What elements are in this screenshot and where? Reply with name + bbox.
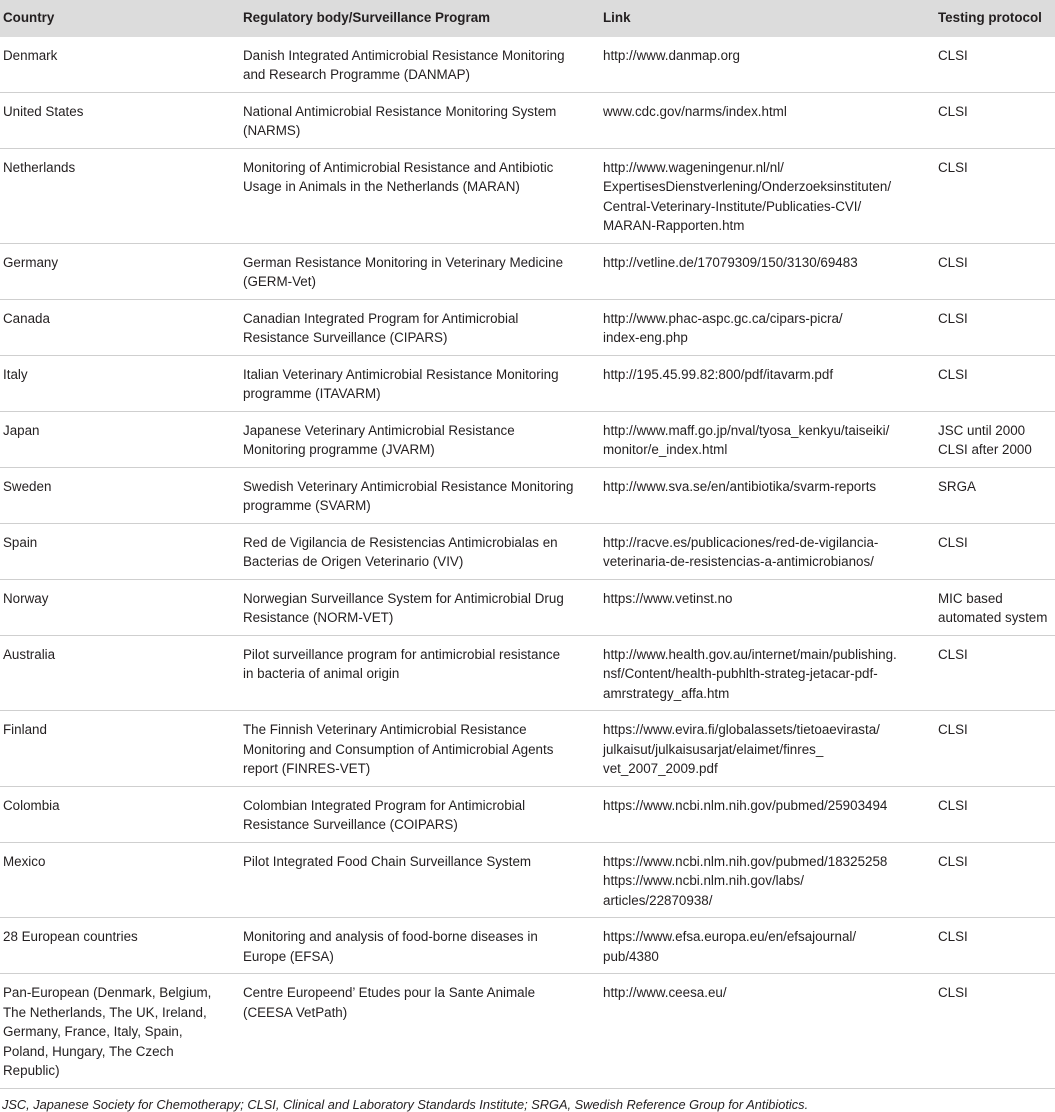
cell-country-line: Australia	[3, 646, 56, 662]
header-testing-protocol: Testing protocol	[938, 10, 1042, 25]
cell-regulatory-body-line: (NARMS)	[243, 123, 301, 138]
cell-country	[0, 579, 241, 635]
cell-regulatory-body-line: Resistance Surveillance (COIPARS)	[243, 817, 458, 832]
cell-country	[0, 467, 241, 523]
cell-country-line: 28 European countries	[3, 929, 138, 944]
table-footnote: JSC, Japanese Society for Chemotherapy; CLSI, Clinical and Laboratory Standards Institute; SRGA, Swedish Reference Group for Antibiotics.	[2, 1096, 809, 1112]
cell-link-line[interactable]: https://www.evira.fi/globalassets/tietoaevirasta/	[603, 722, 880, 737]
cell-country-line: Spain	[3, 534, 38, 550]
cell-regulatory-body-line: Pilot surveillance program for antimicrobial resistance	[243, 646, 561, 662]
cell-regulatory-body-line: programme (SVARM)	[243, 498, 371, 513]
cell-country	[0, 523, 241, 579]
cell-country-line: Canada	[3, 310, 50, 326]
cell-country-line: Germany, France, Italy, Spain,	[3, 1024, 183, 1039]
cell-regulatory-body	[241, 467, 601, 523]
cell-country-line: Norway	[3, 590, 49, 606]
cell-country-line: The Netherlands, The UK, Ireland,	[3, 1004, 207, 1020]
cell-testing-protocol	[936, 37, 1055, 93]
table-row	[0, 355, 1055, 411]
cell-testing-protocol-line: MIC based	[938, 590, 1003, 606]
cell-regulatory-body-line: Monitoring and analysis of food-borne diseases in	[243, 929, 538, 944]
cell-country-line: Sweden	[3, 478, 52, 494]
cell-country-line: Finland	[3, 722, 47, 737]
table-row	[0, 299, 1055, 355]
table-row	[0, 467, 1055, 523]
cell-link-line[interactable]: http://www.ceesa.eu/	[603, 985, 727, 1000]
cell-link-line[interactable]: https://www.efsa.europa.eu/en/efsajournal/	[603, 929, 857, 944]
cell-testing-protocol-line: CLSI	[938, 722, 968, 737]
cell-regulatory-body-line: programme (ITAVARM)	[243, 386, 381, 401]
table-row	[0, 523, 1055, 579]
cell-link-line[interactable]: Central-Veterinary-Institute/Publicaties-CVI/	[603, 198, 862, 214]
cell-regulatory-body-line: Canadian Integrated Program for Antimicrobial	[243, 310, 519, 326]
cell-testing-protocol	[936, 974, 1055, 1089]
table-header-row	[0, 0, 1055, 37]
cell-link-line[interactable]: monitor/e_index.html	[603, 442, 728, 457]
cell-country-line: Denmark	[3, 47, 58, 63]
cell-regulatory-body-line: Japanese Veterinary Antimicrobial Resistance	[243, 422, 515, 438]
cell-link-line[interactable]: amrstrategy_affa.htm	[603, 685, 730, 701]
cell-link	[601, 711, 936, 787]
cell-regulatory-body-line: Colombian Integrated Program for Antimicrobial	[243, 797, 526, 813]
cell-link	[601, 411, 936, 467]
cell-regulatory-body-line: Centre Europeend’ Etudes pour la Sante Animale	[243, 985, 536, 1000]
cell-testing-protocol-line: CLSI after 2000	[938, 442, 1032, 457]
cell-testing-protocol	[936, 711, 1055, 787]
cell-country	[0, 711, 241, 787]
cell-testing-protocol-line: CLSI	[938, 366, 968, 382]
cell-link	[601, 37, 936, 93]
cell-link-line[interactable]: articles/22870938/	[603, 892, 713, 908]
cell-country-line: Mexico	[3, 853, 46, 869]
cell-regulatory-body-line: Pilot Integrated Food Chain Surveillance System	[243, 853, 532, 869]
cell-regulatory-body	[241, 523, 601, 579]
cell-regulatory-body	[241, 579, 601, 635]
cell-testing-protocol	[936, 918, 1055, 974]
table-row	[0, 92, 1055, 148]
table-row	[0, 842, 1055, 918]
cell-testing-protocol-line: CLSI	[938, 646, 968, 662]
cell-regulatory-body-line: Swedish Veterinary Antimicrobial Resistance Monitoring	[243, 478, 574, 494]
cell-testing-protocol	[936, 243, 1055, 299]
cell-regulatory-body	[241, 918, 601, 974]
cell-link-line[interactable]: https://www.ncbi.nlm.nih.gov/pubmed/18325258	[603, 853, 888, 869]
cell-country	[0, 355, 241, 411]
cell-country	[0, 786, 241, 842]
cell-regulatory-body-line: and Research Programme (DANMAP)	[243, 67, 470, 82]
cell-country	[0, 299, 241, 355]
header-link: Link	[603, 10, 631, 25]
cell-regulatory-body-line: (GERM-Vet)	[243, 274, 316, 289]
cell-testing-protocol	[936, 299, 1055, 355]
table-row	[0, 411, 1055, 467]
cell-regulatory-body-line: Italian Veterinary Antimicrobial Resistance Monitoring	[243, 366, 559, 382]
cell-testing-protocol	[936, 148, 1055, 243]
table-row	[0, 243, 1055, 299]
table-row	[0, 579, 1055, 635]
cell-country-line: United States	[3, 103, 84, 119]
cell-country	[0, 148, 241, 243]
cell-country-line: Germany	[3, 254, 59, 270]
cell-testing-protocol	[936, 786, 1055, 842]
cell-testing-protocol	[936, 635, 1055, 711]
cell-regulatory-body-line: (CEESA VetPath)	[243, 1004, 348, 1020]
cell-link-line[interactable]: veterinaria-de-resistencias-a-antimicrobianos/	[603, 554, 874, 569]
cell-regulatory-body	[241, 411, 601, 467]
cell-testing-protocol-line: automated system	[938, 610, 1048, 625]
cell-testing-protocol	[936, 842, 1055, 918]
cell-link	[601, 635, 936, 711]
cell-regulatory-body	[241, 299, 601, 355]
cell-link-line[interactable]: http://vetline.de/17079309/150/3130/69483	[603, 254, 858, 270]
cell-regulatory-body-line: Red de Vigilancia de Resistencias Antimicrobialas en	[243, 534, 558, 550]
cell-regulatory-body	[241, 243, 601, 299]
cell-link-line[interactable]: https://www.vetinst.no	[603, 590, 733, 606]
cell-link-line[interactable]: vet_2007_2009.pdf	[603, 761, 718, 776]
cell-link-line[interactable]: http://www.phac-aspc.gc.ca/cipars-picra/	[603, 310, 843, 326]
cell-country	[0, 243, 241, 299]
cell-regulatory-body-line: Resistance (NORM-VET)	[243, 610, 394, 625]
table-row	[0, 786, 1055, 842]
cell-link-line[interactable]: https://www.ncbi.nlm.nih.gov/pubmed/25903494	[603, 797, 888, 813]
cell-regulatory-body-line: Danish Integrated Antimicrobial Resistance Monitoring	[243, 47, 565, 63]
cell-country-line: Pan-European (Denmark, Belgium,	[3, 985, 212, 1000]
cell-link-line[interactable]: nsf/Content/health-pubhlth-strateg-jetacar-pdf-	[603, 666, 878, 681]
cell-link-line[interactable]: pub/4380	[603, 948, 659, 964]
cell-regulatory-body-line: Monitoring programme (JVARM)	[243, 442, 435, 457]
cell-regulatory-body	[241, 711, 601, 787]
cell-link-line[interactable]: index-eng.php	[603, 330, 688, 345]
cell-country-line: Colombia	[3, 797, 60, 813]
cell-regulatory-body-line: National Antimicrobial Resistance Monitoring System	[243, 103, 557, 119]
table-row	[0, 37, 1055, 93]
cell-link-line[interactable]: www.cdc.gov/narms/index.html	[603, 103, 787, 119]
cell-country-line: Republic)	[3, 1063, 60, 1078]
cell-regulatory-body	[241, 635, 601, 711]
cell-link	[601, 243, 936, 299]
cell-link	[601, 918, 936, 974]
cell-link-line[interactable]: http://www.health.gov.au/internet/main/publishing.	[603, 646, 897, 662]
cell-regulatory-body-line: Resistance Surveillance (CIPARS)	[243, 330, 448, 345]
cell-link	[601, 842, 936, 918]
cell-country	[0, 974, 241, 1089]
cell-link-line[interactable]: http://www.danmap.org	[603, 47, 740, 63]
cell-testing-protocol-line: CLSI	[938, 47, 968, 63]
cell-testing-protocol-line: CLSI	[938, 797, 968, 813]
header-country: Country	[3, 10, 55, 25]
cell-link	[601, 355, 936, 411]
table-row	[0, 711, 1055, 787]
cell-link-line[interactable]: ExpertisesDienstverlening/Onderzoeksinstituten/	[603, 179, 892, 194]
cell-regulatory-body-line: The Finnish Veterinary Antimicrobial Resistance	[243, 722, 527, 737]
cell-testing-protocol-line: CLSI	[938, 853, 968, 869]
cell-country-line: Poland, Hungary, The Czech	[3, 1043, 174, 1059]
table-row	[0, 918, 1055, 974]
table-row	[0, 974, 1055, 1089]
cell-regulatory-body-line: Usage in Animals in the Netherlands (MARAN)	[243, 179, 520, 194]
cell-country	[0, 37, 241, 93]
cell-testing-protocol	[936, 523, 1055, 579]
cell-regulatory-body	[241, 842, 601, 918]
cell-link	[601, 299, 936, 355]
cell-testing-protocol-line: CLSI	[938, 985, 968, 1000]
cell-country-line: Italy	[3, 366, 28, 382]
cell-regulatory-body-line: report (FINRES-VET)	[243, 761, 371, 776]
cell-testing-protocol-line: CLSI	[938, 254, 968, 270]
cell-regulatory-body-line: Norwegian Surveillance System for Antimicrobial Drug	[243, 590, 564, 606]
cell-regulatory-body	[241, 355, 601, 411]
cell-country	[0, 411, 241, 467]
cell-link-line[interactable]: MARAN-Rapporten.htm	[603, 218, 745, 233]
cell-country	[0, 635, 241, 711]
cell-link	[601, 974, 936, 1089]
cell-link	[601, 467, 936, 523]
cell-testing-protocol-line: CLSI	[938, 929, 968, 944]
cell-link-line[interactable]: http://racve.es/publicaciones/red-de-vigilancia-	[603, 534, 879, 550]
cell-testing-protocol-line: CLSI	[938, 103, 968, 119]
cell-country	[0, 918, 241, 974]
cell-regulatory-body-line: Monitoring and Consumption of Antimicrobial Agents	[243, 741, 554, 757]
header-regulatory-body: Regulatory body/Surveillance Program	[243, 10, 491, 25]
cell-country-line: Japan	[3, 422, 40, 438]
cell-testing-protocol-line: CLSI	[938, 310, 968, 326]
cell-link	[601, 148, 936, 243]
cell-testing-protocol-line: SRGA	[938, 478, 976, 494]
cell-country	[0, 92, 241, 148]
cell-link	[601, 523, 936, 579]
cell-testing-protocol-line: CLSI	[938, 159, 968, 175]
cell-country-line: Netherlands	[3, 159, 76, 175]
cell-regulatory-body-line: Bacterias de Origen Veterinario (VIV)	[243, 554, 464, 569]
table-row	[0, 148, 1055, 243]
cell-testing-protocol	[936, 579, 1055, 635]
cell-testing-protocol	[936, 467, 1055, 523]
cell-link-line[interactable]: julkaisut/julkaisusarjat/elaimet/finres_	[603, 741, 824, 757]
cell-link	[601, 579, 936, 635]
cell-regulatory-body	[241, 148, 601, 243]
cell-regulatory-body	[241, 786, 601, 842]
cell-link-line[interactable]: http://195.45.99.82:800/pdf/itavarm.pdf	[603, 366, 834, 382]
cell-link-line[interactable]: http://www.sva.se/en/antibiotika/svarm-reports	[603, 478, 877, 494]
cell-regulatory-body	[241, 974, 601, 1089]
cell-regulatory-body-line: German Resistance Monitoring in Veterinary Medicine	[243, 254, 564, 270]
cell-regulatory-body	[241, 92, 601, 148]
cell-testing-protocol	[936, 92, 1055, 148]
cell-regulatory-body	[241, 37, 601, 93]
cell-testing-protocol-line: JSC until 2000	[938, 422, 1026, 438]
cell-regulatory-body-line: Europe (EFSA)	[243, 948, 334, 964]
cell-link-line[interactable]: https://www.ncbi.nlm.nih.gov/labs/	[603, 873, 804, 888]
cell-link-line[interactable]: http://www.maff.go.jp/nval/tyosa_kenkyu/taiseiki/	[603, 422, 890, 438]
cell-testing-protocol	[936, 411, 1055, 467]
cell-country	[0, 842, 241, 918]
cell-testing-protocol	[936, 355, 1055, 411]
cell-link-line[interactable]: http://www.wageningenur.nl/nl/	[603, 159, 784, 175]
cell-link	[601, 92, 936, 148]
cell-regulatory-body-line: in bacteria of animal origin	[243, 666, 400, 681]
cell-regulatory-body-line: Monitoring of Antimicrobial Resistance and Antibiotic	[243, 159, 554, 175]
table-row	[0, 635, 1055, 711]
cell-link	[601, 786, 936, 842]
cell-testing-protocol-line: CLSI	[938, 534, 968, 550]
